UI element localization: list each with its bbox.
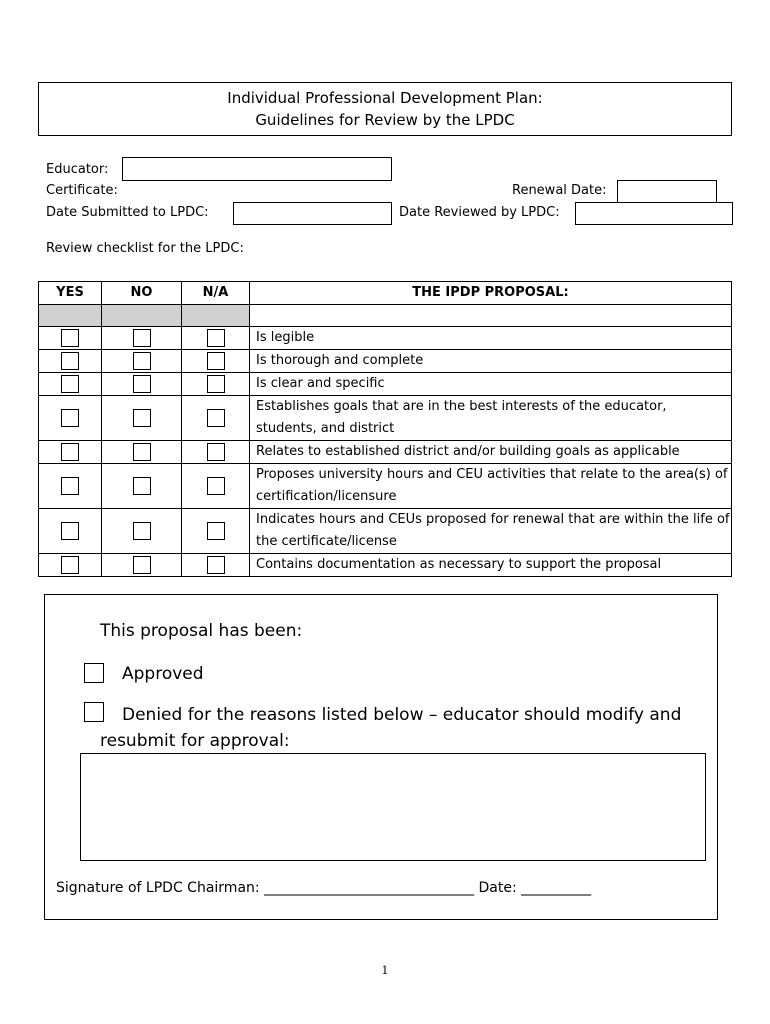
no-checkbox[interactable] [133,477,151,495]
date-submitted-label: Date Submitted to LPDC: [46,205,209,220]
na-checkbox[interactable] [207,522,225,540]
yes-checkbox[interactable] [61,375,79,393]
yes-checkbox[interactable] [61,443,79,461]
no-checkbox[interactable] [133,522,151,540]
no-checkbox[interactable] [133,443,151,461]
certificate-label: Certificate: [46,183,118,198]
checklist-item-text: Relates to established district and/or building goals as applicable [250,441,732,464]
signature-line: Signature of LPDC Chairman: ______________________________ Date: __________ [56,880,592,896]
approved-label: Approved [122,664,204,684]
renewal-date-field[interactable] [617,180,717,204]
na-checkbox[interactable] [207,352,225,370]
yes-checkbox[interactable] [61,556,79,574]
date-reviewed-label: Date Reviewed by LPDC: [399,205,560,220]
denied-checkbox[interactable] [84,702,104,722]
yes-checkbox[interactable] [61,409,79,427]
yes-checkbox[interactable] [61,522,79,540]
na-checkbox[interactable] [207,556,225,574]
na-checkbox[interactable] [207,409,225,427]
na-checkbox[interactable] [207,375,225,393]
checklist-header-row [39,282,732,305]
checklist-row [39,373,732,396]
checklist-intro: Review checklist for the LPDC: [46,241,244,256]
date-submitted-field[interactable] [233,202,392,225]
checklist-row [39,441,732,464]
checklist-row [39,464,732,509]
no-checkbox[interactable] [133,375,151,393]
denial-reasons-field[interactable] [80,753,706,861]
page-number: 1 [381,964,389,977]
checklist-row [39,396,732,441]
denied-label-line2: resubmit for approval: [100,731,290,751]
educator-label: Educator: [46,162,109,177]
document-title-box [38,82,732,136]
no-checkbox[interactable] [133,556,151,574]
header-yes: YES [39,282,102,305]
date-reviewed-field[interactable] [575,202,733,225]
header-na: N/A [182,282,250,305]
document-title-line2: Guidelines for Review by the LPDC [255,111,515,129]
yes-checkbox[interactable] [61,477,79,495]
educator-field[interactable] [122,157,392,181]
na-checkbox[interactable] [207,477,225,495]
no-checkbox[interactable] [133,329,151,347]
checklist-item-text: Proposes university hours and CEU activities that relate to the area(s) of certification/licensure [250,464,732,509]
checklist-item-text: Establishes goals that are in the best interests of the educator, students, and district [250,396,732,441]
checklist-item-text: Is clear and specific [250,373,732,396]
approved-checkbox[interactable] [84,663,104,683]
header-no: NO [102,282,182,305]
na-checkbox[interactable] [207,329,225,347]
no-checkbox[interactable] [133,409,151,427]
no-checkbox[interactable] [133,352,151,370]
na-checkbox[interactable] [207,443,225,461]
yes-checkbox[interactable] [61,352,79,370]
review-checklist-table [38,281,732,577]
renewal-date-label: Renewal Date: [512,183,607,198]
checklist-item-text: Is legible [250,327,732,350]
checklist-row [39,509,732,554]
document-title-line1: Individual Professional Development Plan: [227,89,543,107]
header-proposal: THE IPDP PROPOSAL: [250,282,732,305]
checklist-row [39,327,732,350]
shaded-spacer-row [39,305,732,327]
checklist-row [39,350,732,373]
checklist-item-text: Contains documentation as necessary to support the proposal [250,554,732,577]
checklist-row [39,554,732,577]
denied-label-line1: Denied for the reasons listed below – educator should modify and [122,705,682,725]
checklist-item-text: Is thorough and complete [250,350,732,373]
yes-checkbox[interactable] [61,329,79,347]
checklist-item-text: Indicates hours and CEUs proposed for renewal that are within the life of the certificate/license [250,509,732,554]
decision-title: This proposal has been: [100,621,303,641]
